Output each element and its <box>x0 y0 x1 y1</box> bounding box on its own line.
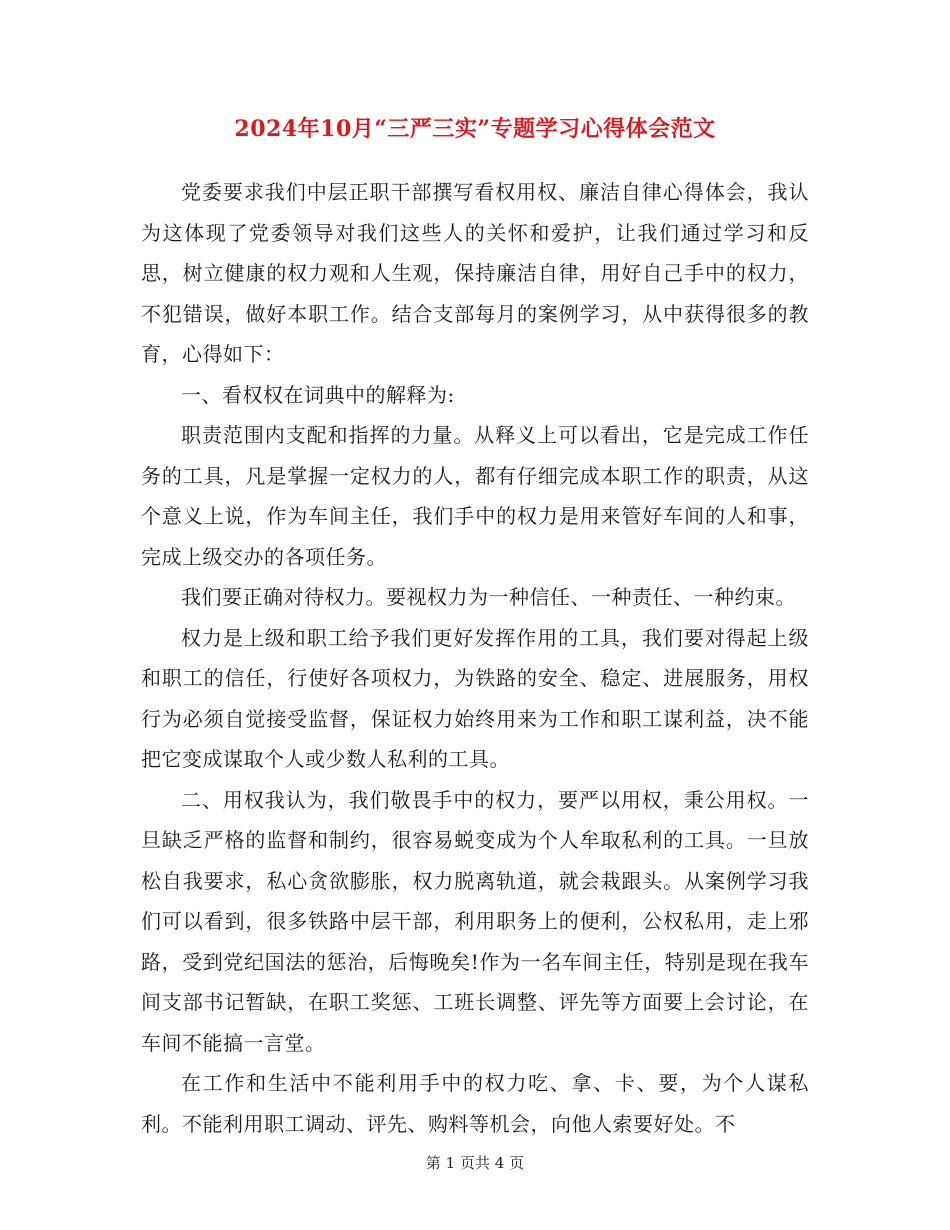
paragraph: 二、用权我认为，我们敬畏手中的权力，要严以用权，秉公用权。一旦缺乏严格的监督和制约，很容易蜕变成为个人牟取私利的工具。一旦放松自我要求，私心贪欲膨胀，权力脱离轨道，就会栽跟头。从案例学习我们可以看到，很多铁路中层干部，利用职务上的便利，公权私用，走上邪路，受到党纪国法的惩治，后悔晚矣!作为一名车间主任，特别是现在我车间支部书记暂缺，在职工奖惩、工班长调整、评先等方面要上会讨论，在车间不能搞一言堂。 <box>141 787 809 1055</box>
document-title: 2024年10月“三严三实”专题学习心得体会范文 <box>234 116 716 142</box>
page-number: 第 1 页共 4 页 <box>425 1154 525 1172</box>
paragraph: 权力是上级和职工给予我们更好发挥作用的工具，我们要对得起上级和职工的信任，行使好各项权力，为铁路的安全、稳定、进展服务，用权行为必须自觉接受监督，保证权力始终用来为工作和职工谋利益，决不能把它变成谋取个人或少数人私利的工具。 <box>141 625 809 771</box>
document-body <box>141 172 809 1144</box>
paragraph: 党委要求我们中层正职干部撰写看权用权、廉洁自律心得体会，我认为这体现了党委领导对我们这些人的关怀和爱护，让我们通过学习和反思，树立健康的权力观和人生观，保持廉洁自律，用好自己手中的权力，不犯错误，做好本职工作。结合支部每月的案例学习，从中获得很多的教育，心得如下： <box>141 180 809 366</box>
paragraph: 职责范围内支配和指挥的力量。从释义上可以看出，它是完成工作任务的工具，凡是掌握一定权力的人，都有仔细完成本职工作的职责，从这个意义上说，作为车间主任，我们手中的权力是用来管好车间的人和事，完成上级交办的各项任务。 <box>141 423 809 569</box>
paragraph: 在工作和生活中不能利用手中的权力吃、拿、卡、要，为个人谋私利。不能利用职工调动、评先、购料等机会，向他人索要好处。不 <box>141 1071 809 1136</box>
paragraph: 我们要正确对待权力。要视权力为一种信任、一种责任、一种约束。 <box>181 585 796 609</box>
paragraph: 一、看权权在词典中的解释为: <box>181 382 455 407</box>
